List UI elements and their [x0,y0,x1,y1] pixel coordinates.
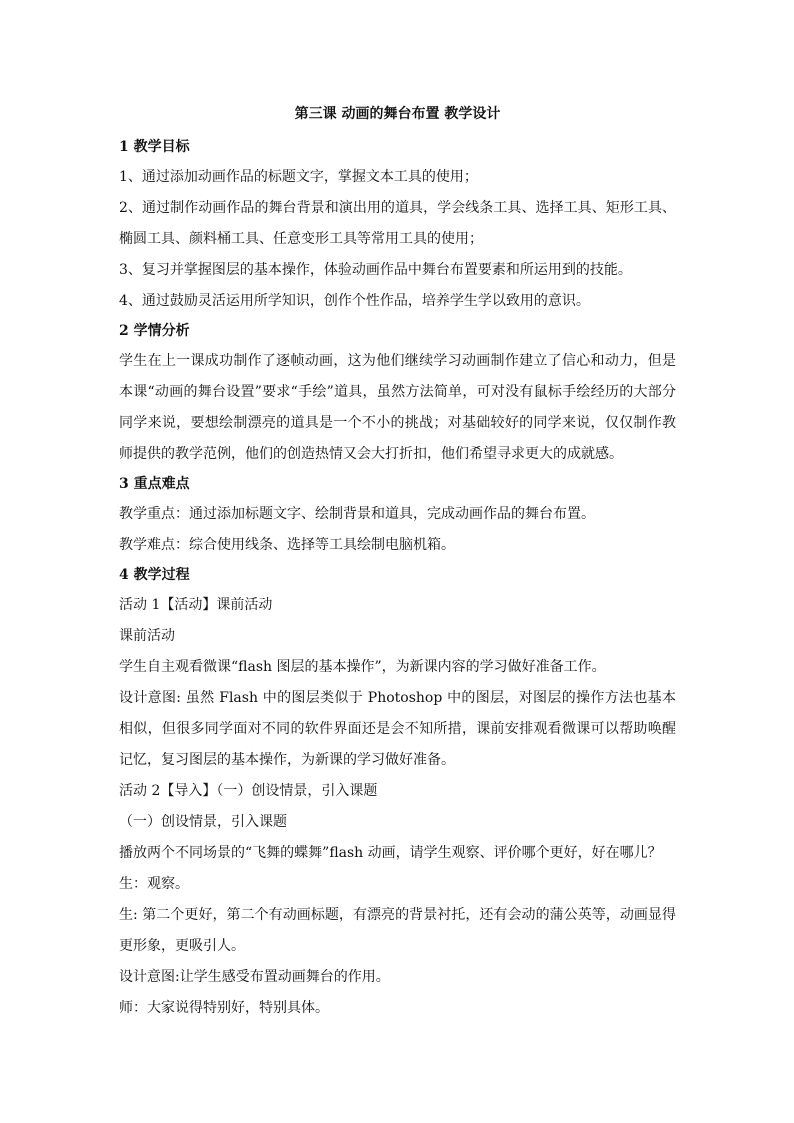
paragraph: 活动 2【导入】（一）创设情景，引入课题 [119,783,378,799]
paragraph: 生: 第二个更好，第二个有动画标题，有漂亮的背景衬托，还有会动的蒲公英等，动画显得更形象，更吸引人。 [119,907,676,954]
paragraph: 学生自主观看微课“flash 图层的基本操作”，为新课内容的学习做好准备工作。 [119,659,606,675]
paragraph: 生：观察。 [119,876,189,892]
paragraph: 学生在上一课成功制作了逐帧动画，这为他们继续学习动画制作建立了信心和动力，但是本课“动画的舞台设置”要求“手绘”道具，虽然方法简单，可对没有鼠标手绘经历的大部分同学来说，要想绘制漂亮的道具是一个不小的挑战；对基础较好的同学来说，仅仅制作教师提供的教学范例，他们的创造热情又会大打折扣，他们希望寻求更大的成就感。 [119,353,676,462]
section-student-analysis [119,317,676,470]
section-teaching-objectives [119,133,676,317]
paragraph: 4、通过鼓励灵活运用所学知识，创作个性作品，培养学生学以致用的意识。 [119,293,590,309]
paragraph: 设计意图: 虽然 Flash 中的图层类似于 Photoshop 中的图层，对图层的操作方法也基本相似，但很多同学面对不同的软件界面还是会不知所措，课前安排观看微课可以帮助唤醒记忆，复习图层的基本操作，为新课的学习做好准备。 [119,690,676,768]
paragraph: 3、复习并掌握图层的基本操作，体验动画作品中舞台布置要素和所运用到的技能。 [119,262,632,278]
paragraph: （一）创设情景，引入课题 [119,814,287,830]
paragraph: 活动 1【活动】课前活动 [119,597,273,613]
section-heading: 3 重点难点 [119,476,190,492]
paragraph: 师：大家说得特别好，特别具体。 [119,1000,329,1016]
document-body [119,102,676,1024]
paragraph: 1、通过添加动画作品的标题文字，掌握文本工具的使用； [119,169,478,185]
section-heading: 1 教学目标 [119,139,190,155]
paragraph: 2、通过制作动画作品的舞台背景和演出用的道具，学会线条工具、选择工具、矩形工具、椭圆工具、颜料桶工具、任意变形工具等常用工具的使用； [119,200,676,247]
paragraph: 教学难点：综合使用线条、选择等工具绘制电脑机箱。 [119,537,455,553]
paragraph: 设计意图:让学生感受布置动画舞台的作用。 [119,969,390,985]
section-heading: 4 教学过程 [119,567,190,583]
section-teaching-process [119,561,676,1024]
document-title: 第三课 动画的舞台布置 教学设计 [294,106,501,122]
section-heading: 2 学情分析 [119,323,190,339]
paragraph: 播放两个不同场景的“飞舞的蝶舞”flash 动画，请学生观察、评价哪个更好，好在哪儿？ [119,845,662,861]
paragraph: 课前活动 [119,628,175,644]
section-key-points [119,470,676,561]
paragraph: 教学重点：通过添加标题文字、绘制背景和道具，完成动画作品的舞台布置。 [119,506,595,522]
